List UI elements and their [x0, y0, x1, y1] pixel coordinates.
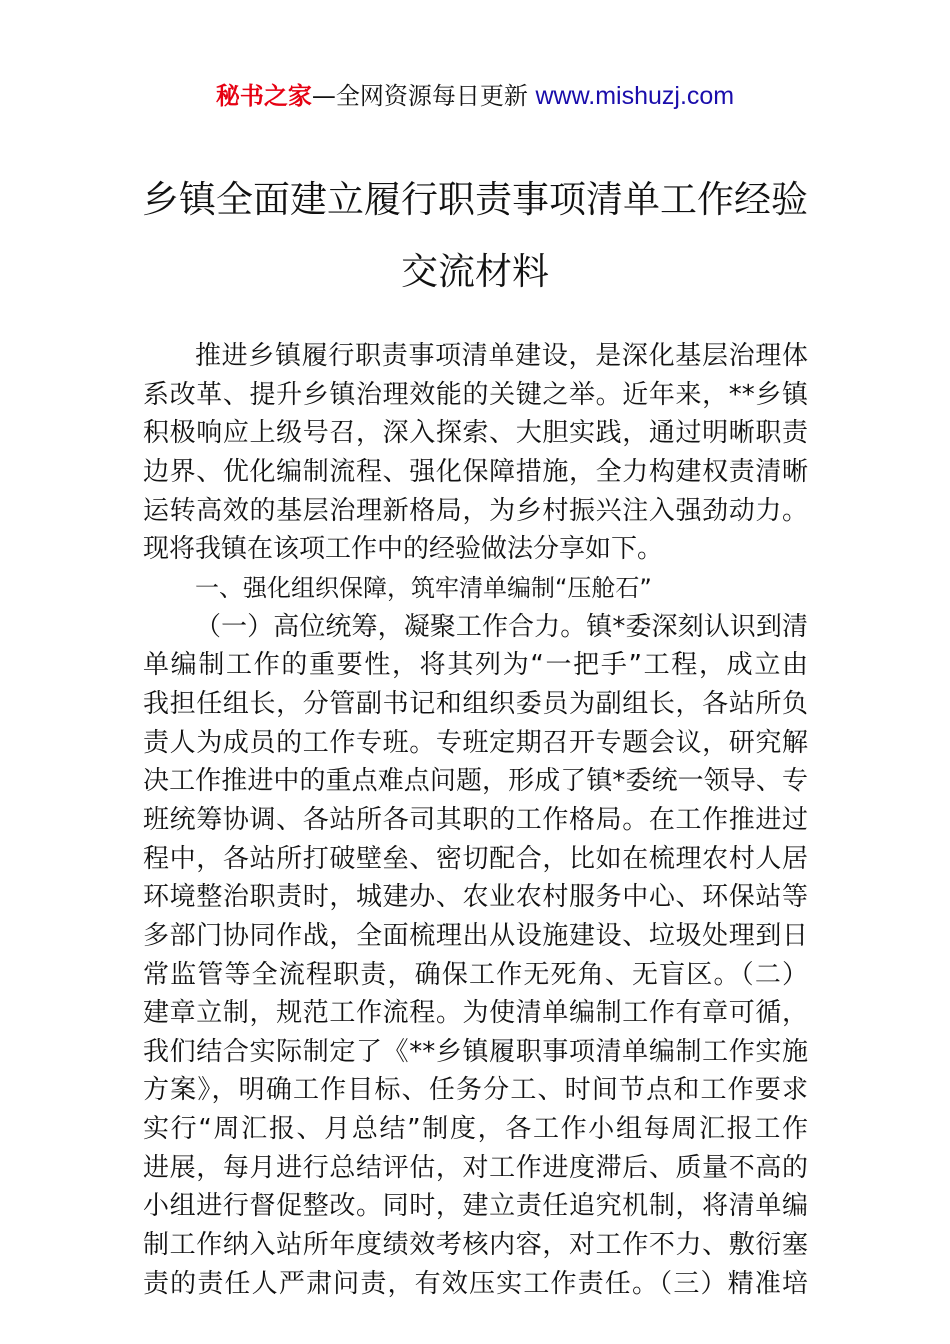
body-line: 常监管等全流程职责，确保工作无死角、无盲区。（二）	[143, 959, 808, 990]
body-line: 单编制工作的重要性，将其列为“一把手”工程，成立由	[143, 650, 808, 681]
body-line: 进展，每月进行总结评估，对工作进度滞后、质量不高的	[143, 1152, 808, 1183]
body-line: 边界、优化编制流程、强化保障措施，全力构建权责清晰	[143, 456, 808, 487]
body-line: 运转高效的基层治理新格局，为乡村振兴注入强劲动力。	[143, 495, 808, 526]
document-title-line-1: 乡镇全面建立履行职责事项清单工作经验	[142, 178, 808, 221]
body-line: 现将我镇在该项工作中的经验做法分享如下。	[143, 534, 664, 565]
body-line: （一）高位统筹，凝聚工作合力。镇*委深刻认识到清	[195, 611, 808, 642]
section-heading: 一、强化组织保障，筑牢清单编制“压舱石”	[195, 573, 652, 602]
site-tagline: —全网资源每日更新	[311, 82, 536, 110]
body-line: 责人为成员的工作专班。专班定期召开专题会议，研究解	[143, 727, 808, 758]
body-line: 方案》，明确工作目标、任务分工、时间节点和工作要求	[143, 1075, 808, 1106]
site-brand: 秘书之家	[215, 82, 312, 110]
body-line: 系改革、提升乡镇治理效能的关键之举。近年来，**乡镇	[143, 379, 808, 410]
body-line: 决工作推进中的重点难点问题，形成了镇*委统一领导、专	[143, 766, 808, 797]
body-line: 制工作纳入站所年度绩效考核内容，对工作不力、敷衍塞	[143, 1230, 808, 1261]
body-line: 小组进行督促整改。同时，建立责任追究机制，将清单编	[143, 1191, 808, 1222]
site-url-link[interactable]: www.mishuzj.com	[535, 82, 735, 110]
body-line: 我们结合实际制定了《**乡镇履职事项清单编制工作实施	[143, 1036, 808, 1067]
body-line: 实行“周汇报、月总结”制度，各工作小组每周汇报工作	[143, 1114, 808, 1145]
body-line: 多部门协同作战，全面梳理出从设施建设、垃圾处理到日	[143, 920, 808, 951]
body-line: 环境整治职责时，城建办、农业农村服务中心、环保站等	[143, 882, 808, 913]
site-header	[0, 80, 950, 112]
body-line: 推进乡镇履行职责事项清单建设，是深化基层治理体	[195, 341, 808, 371]
body-line: 积极响应上级号召，深入探索、大胆实践，通过明晰职责	[143, 418, 808, 449]
body-line: 班统筹协调、各站所各司其职的工作格局。在工作推进过	[143, 804, 808, 835]
body-line: 责的责任人严肃问责，有效压实工作责任。（三）精准培	[143, 1268, 808, 1299]
document-body	[143, 337, 808, 1303]
document-title-line-2: 交流材料	[401, 250, 549, 293]
body-line: 建章立制，规范工作流程。为使清单编制工作有章可循，	[143, 998, 808, 1029]
body-line: 我担任组长，分管副书记和组织委员为副组长，各站所负	[143, 688, 808, 719]
body-line: 程中，各站所打破壁垒、密切配合，比如在梳理农村人居	[143, 843, 808, 874]
